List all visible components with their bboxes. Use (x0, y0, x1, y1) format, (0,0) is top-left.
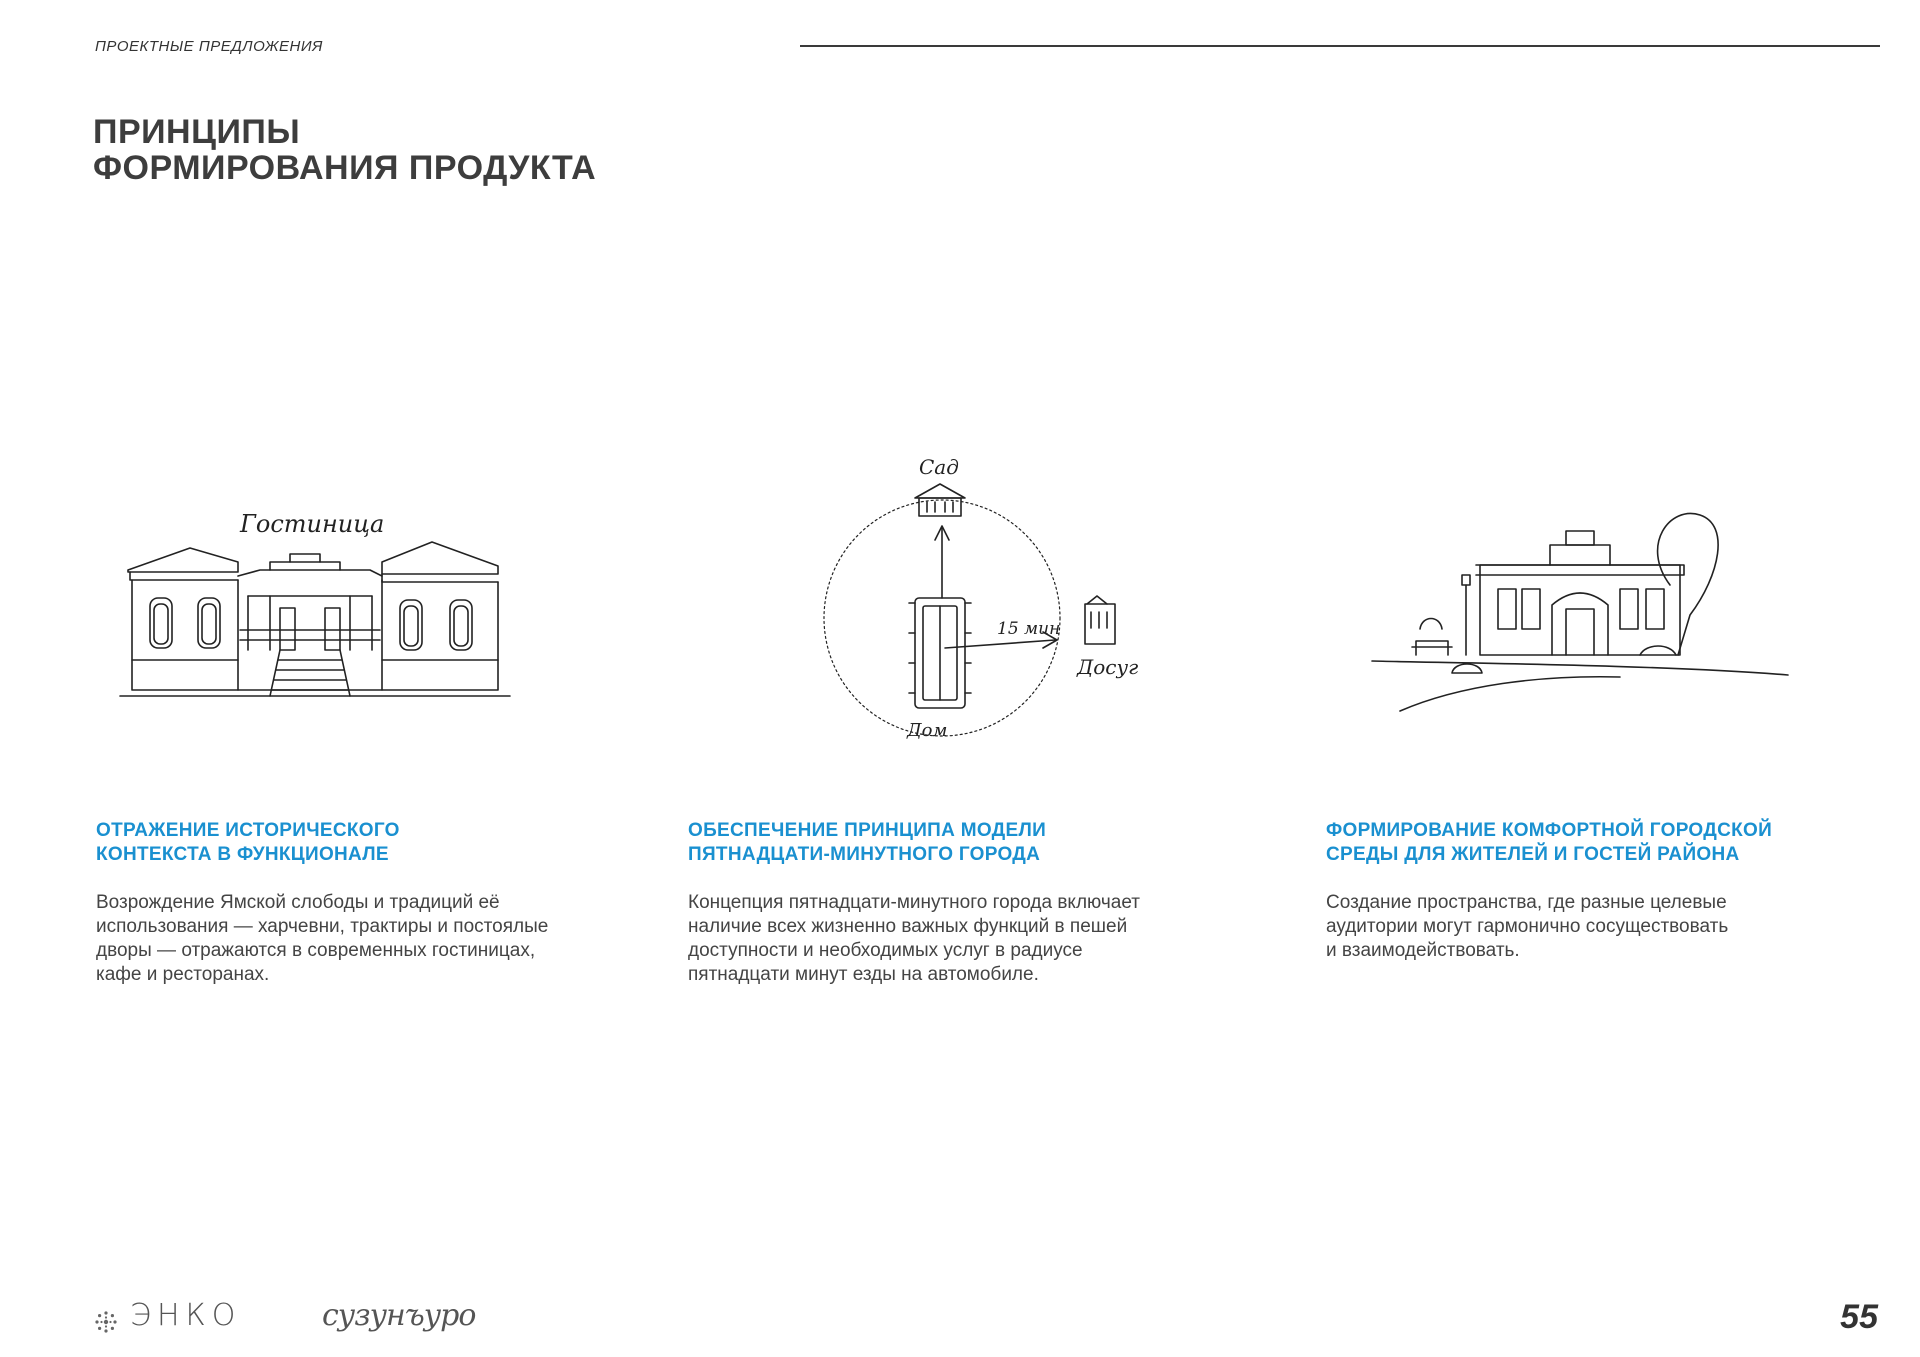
urban-environment-sketch (1370, 505, 1790, 720)
principle-column-1 (96, 819, 656, 987)
distance-label: 15 мин (997, 619, 1061, 639)
home-label: Дом (907, 720, 948, 741)
principle-3-text: Создание пространства, где разные целевые аудитории могут гармонично сосуществовать и взаимодействовать. (1326, 892, 1729, 961)
principle-column-3 (1326, 819, 1886, 963)
section-label: ПРОЕКТНЫЕ ПРЕДЛОЖЕНИЯ (95, 38, 323, 55)
hotel-sketch (120, 500, 510, 700)
principle-1-title: ОТРАЖЕНИЕ ИСТОРИЧЕСКОГО КОНТЕКСТА В ФУНКЦИОНАЛЕ (96, 820, 400, 865)
city-diagram-sketch (815, 448, 1155, 758)
principle-2-text: Концепция пятнадцати-минутного города включает наличие всех жизненно важных функций в пешей доступности и необходимых услуг в радиусе пятнадцати минут езды на автомобиле. (688, 892, 1140, 985)
enko-logo-icon (92, 1308, 120, 1336)
enko-logo-text: ЭНКО (130, 1298, 242, 1333)
garden-label: Сад (919, 455, 959, 479)
leisure-label: Досуг (1077, 655, 1139, 679)
principle-1-text: Возрождение Ямской слободы и традиций её использования — харчевни, трактиры и постоялые дворы — отражаются в современных гостиницах, кафе и ресторанах. (96, 892, 549, 985)
page-title-line2: ФОРМИРОВАНИЯ ПРОДУКТА (93, 149, 597, 187)
suzun-logo-text: сузунъуро (322, 1298, 476, 1333)
principle-3-title: ФОРМИРОВАНИЕ КОМФОРТНОЙ ГОРОДСКОЙ СРЕДЫ ДЛЯ ЖИТЕЛЕЙ И ГОСТЕЙ РАЙОНА (1326, 820, 1773, 865)
page-title-line1: ПРИНЦИПЫ (93, 113, 301, 151)
page-number: 55 (1840, 1298, 1878, 1336)
header-rule (800, 45, 1880, 47)
principle-column-2 (688, 819, 1278, 987)
page-title (93, 114, 596, 186)
hotel-sketch-label: Гостиница (240, 510, 385, 538)
principle-2-title: ОБЕСПЕЧЕНИЕ ПРИНЦИПА МОДЕЛИ ПЯТНАДЦАТИ-МИНУТНОГО ГОРОДА (688, 820, 1047, 865)
